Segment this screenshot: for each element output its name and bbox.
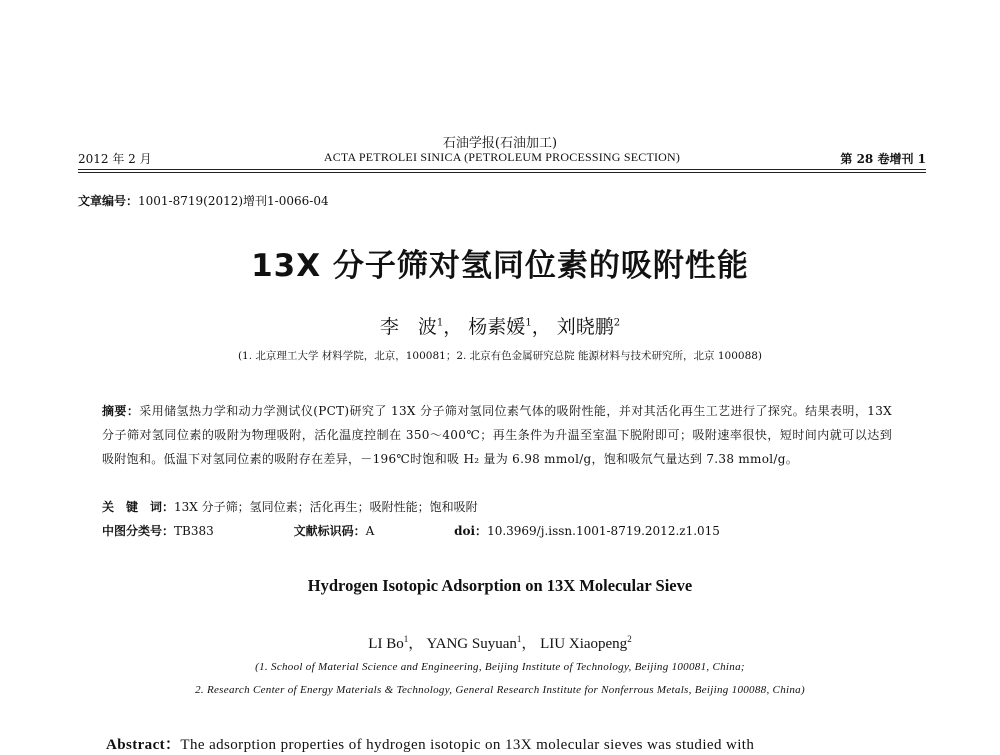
clc-label: 中图分类号： — [102, 524, 175, 538]
author-en: LI Bo — [368, 636, 404, 652]
keywords-cn-text: 13X 分子筛；氢同位素；活化再生；吸附性能；饱和吸附 — [174, 500, 478, 514]
issue-date: 2012 年 2 月 — [78, 152, 152, 166]
author-separator: ， — [408, 636, 424, 652]
document-code-value: A — [365, 524, 375, 538]
classification-line — [102, 522, 892, 539]
keywords-cn — [102, 498, 892, 515]
header-rule-top — [78, 169, 926, 170]
running-header — [78, 150, 926, 170]
author-affil-mark: 1 — [516, 634, 522, 644]
author-cn: 李 波 — [379, 316, 437, 338]
author-affil-mark: 2 — [613, 317, 621, 329]
abstract-en-label: Abstract： — [106, 737, 181, 753]
document-code — [294, 524, 413, 538]
document-code-label: 文献标识码： — [293, 524, 366, 538]
author-cn: 杨素媛 — [468, 316, 526, 338]
author-separator: ， — [521, 636, 537, 652]
abstract-cn — [102, 399, 892, 471]
volume-issue: 第 28 卷增刊 1 — [840, 152, 926, 166]
doi-value: 10.3969/j.issn.1001-8719.2012.z1.015 — [487, 524, 720, 538]
clc-code — [102, 524, 252, 538]
authors-en — [0, 632, 1000, 653]
doi-label: doi： — [454, 524, 488, 538]
title-en: Hydrogen Isotopic Adsorption on 13X Molecular Sieve — [307, 576, 693, 595]
abstract-en-text: The adsorption properties of hydrogen isotopic on 13X molecular sieves was studied with — [180, 737, 755, 753]
title-cn: 13X 分子筛对氢同位素的吸附性能 — [251, 248, 749, 284]
author-affil-mark: 1 — [403, 634, 409, 644]
author-affil-mark: 2 — [627, 634, 632, 644]
abstract-cn-label: 摘要： — [102, 404, 140, 418]
header-rule-bottom — [78, 172, 926, 173]
affiliation-en-line1: (1. School of Material Science and Engineering, Beijing Institute of Technology, Beijing 100081, China; — [255, 661, 745, 673]
affiliation-en-line2: 2. Research Center of Energy Materials & Technology, General Research Institute for Nonferrous Metals, Beijing 100088, China) — [195, 684, 805, 696]
author-en: LIU Xiaopeng — [540, 636, 628, 652]
keywords-cn-label: 关 键 词： — [102, 500, 175, 514]
author-affil-mark: 1 — [436, 317, 444, 329]
article-number-value: 1001-8719(2012)增刊1-0066-04 — [138, 194, 329, 208]
author-affil-mark: 1 — [525, 317, 532, 329]
abstract-cn-text: 采用储氢热力学和动力学测试仪(PCT)研究了 13X 分子筛对氢同位素气体的吸附性能，并对其活化再生工艺进行了探究。结果表明，13X 分子筛对氢同位素的吸附为物理吸附，活化温度控制在 350～400℃；再生条件为升温至室温下脱附即可；吸附速率很快，短时间内就可以达到吸附饱和。低温下对氢同位素的吸附存在差异，－196℃时饱和吸 H₂ 量为 6.98 mmol/g，饱和吸氘气量达到 7.38 mmol/g。 — [102, 404, 892, 466]
journal-name-cn: 石油学报(石油加工) — [442, 136, 558, 151]
author-separator: ， — [443, 316, 463, 338]
author-cn: 刘晓鹏 — [556, 316, 614, 338]
abstract-en — [106, 733, 906, 754]
article-number — [78, 192, 329, 209]
article-number-label: 文章编号： — [78, 194, 139, 208]
journal-name-en: ACTA PETROLEI SINICA (PETROLEUM PROCESSING SECTION) — [323, 150, 681, 164]
author-en: YANG Suyuan — [426, 636, 517, 652]
doi — [454, 524, 758, 538]
authors-cn — [0, 312, 1000, 339]
clc-value: TB383 — [174, 524, 214, 538]
affiliation-cn: (1. 北京理工大学 材料学院，北京，100081；2. 北京有色金属研究总院 能源材料与技术研究所，北京 100088) — [237, 350, 763, 362]
author-separator: ， — [531, 316, 551, 338]
